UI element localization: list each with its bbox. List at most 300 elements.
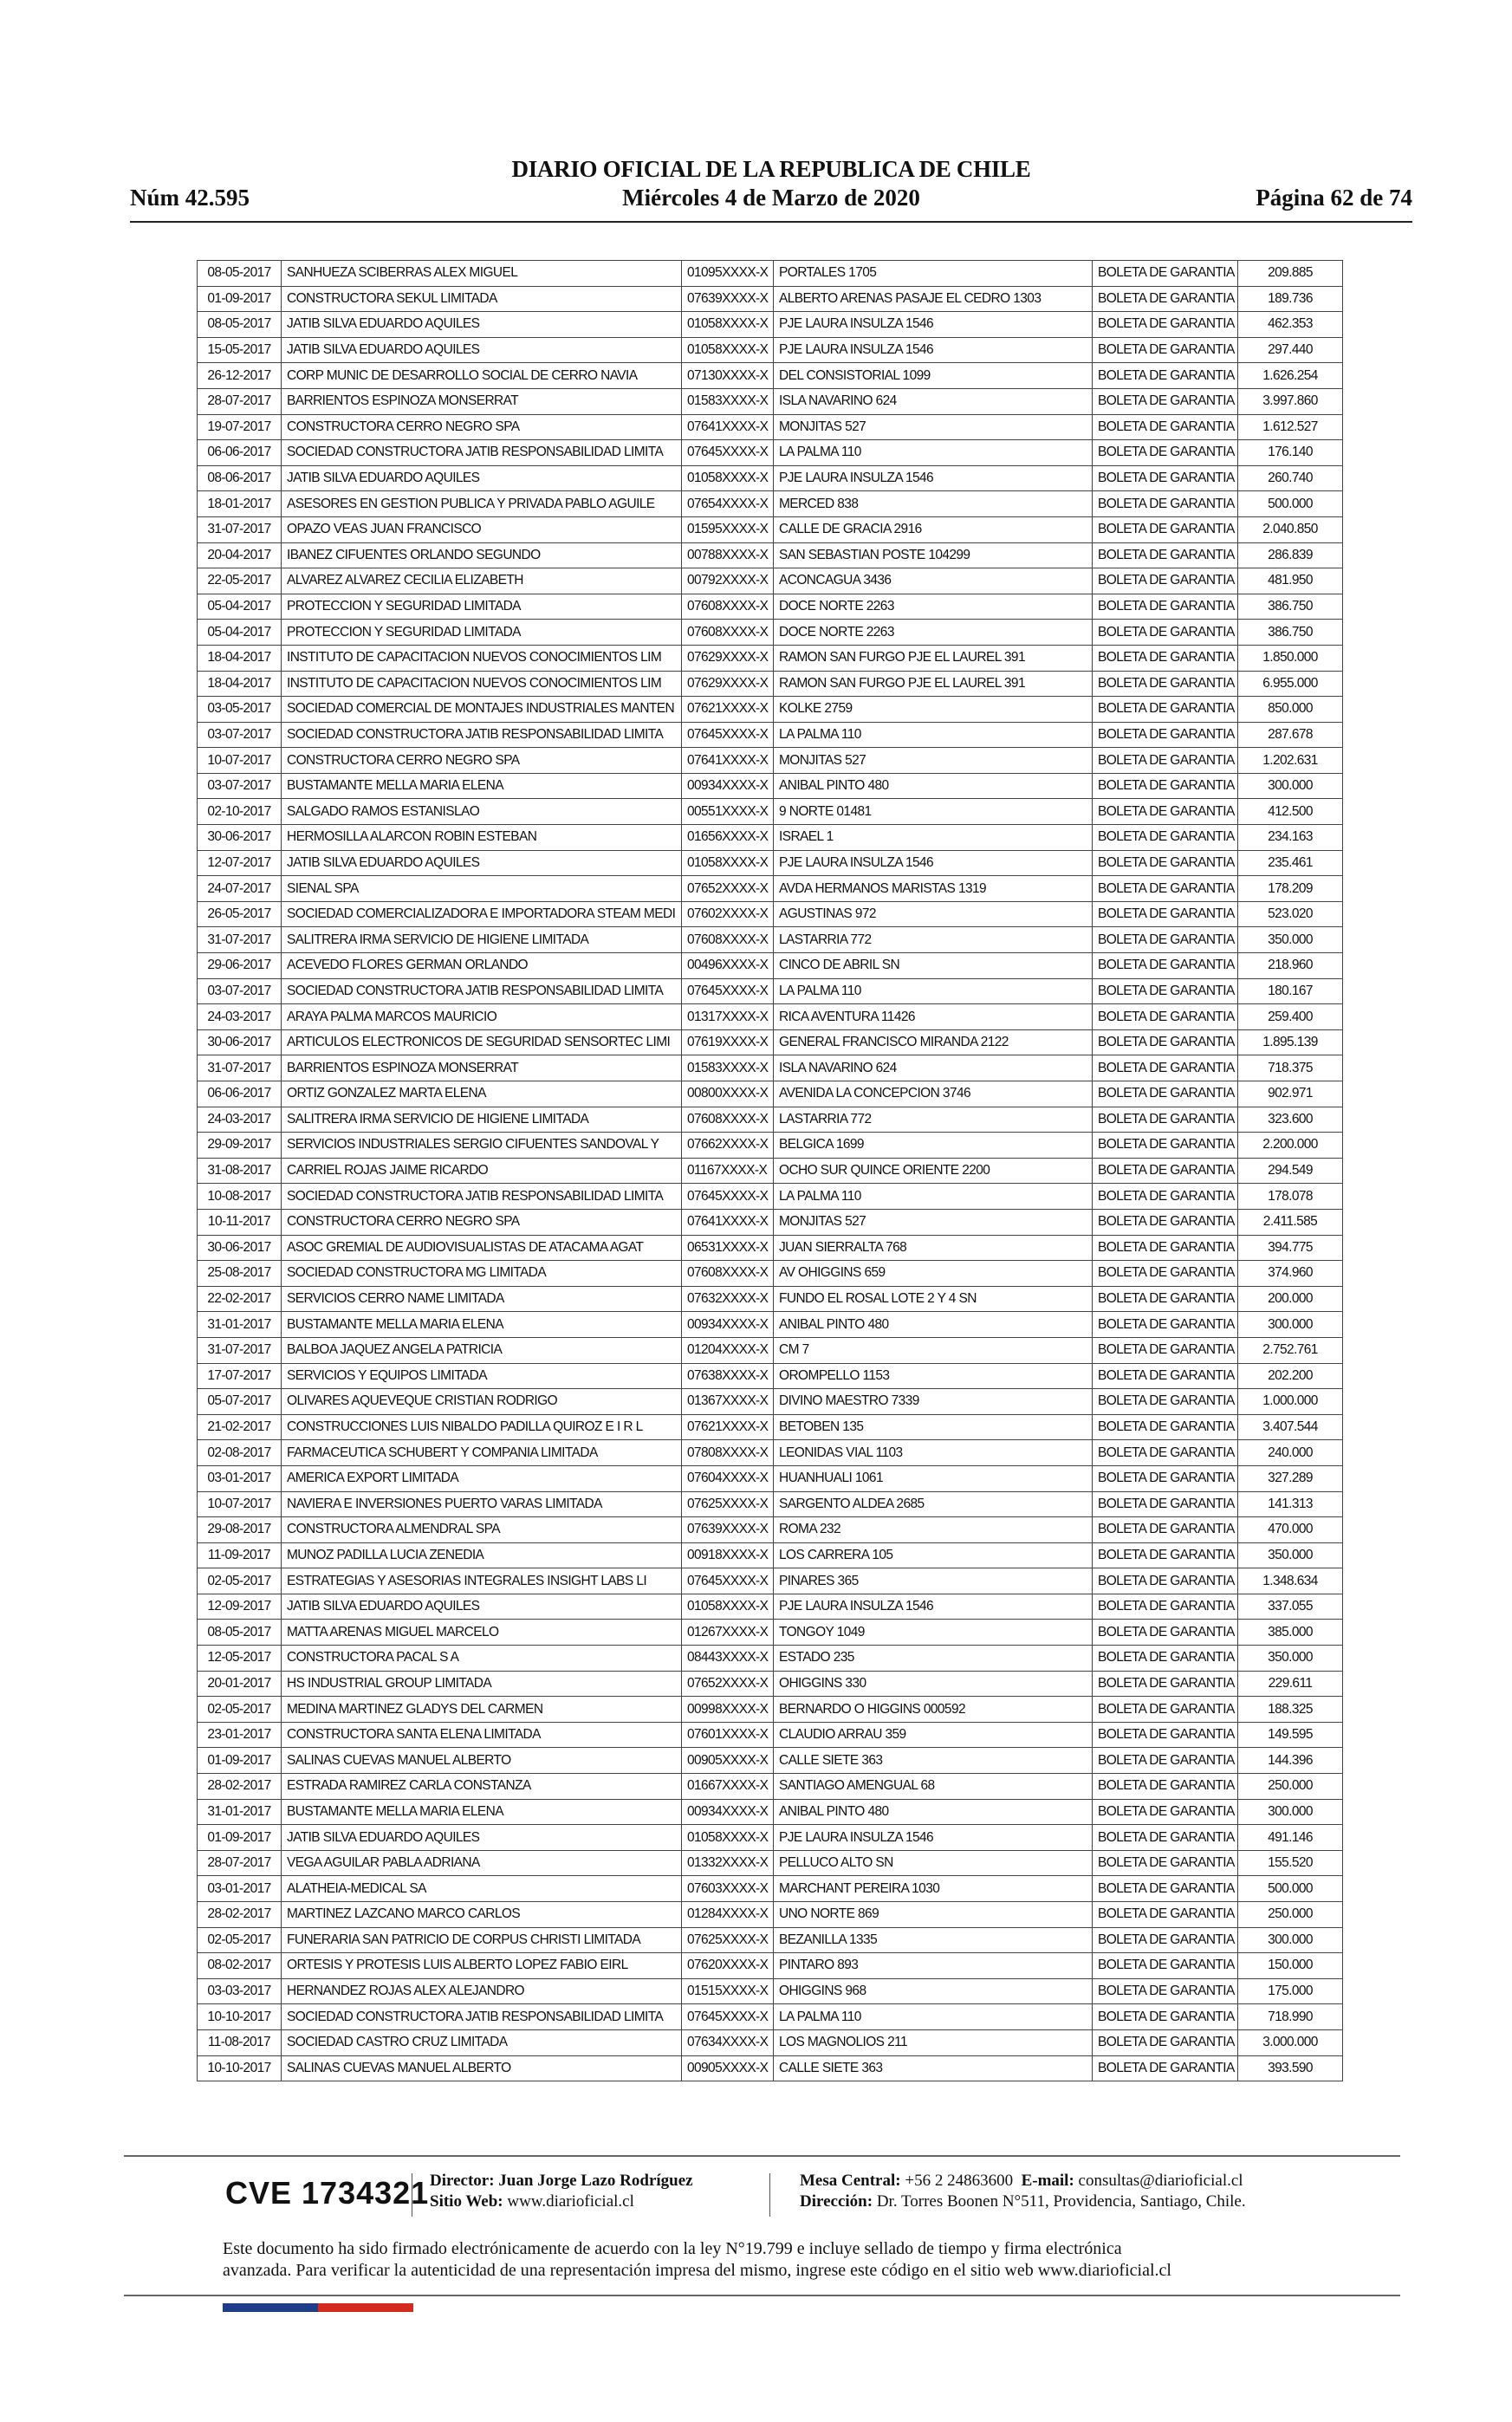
row-document-type: BOLETA DE GARANTIA: [1093, 1286, 1238, 1312]
row-address: ESTADO 235: [774, 1646, 1093, 1672]
row-address: OROMPELLO 1153: [774, 1363, 1093, 1389]
row-document-type: BOLETA DE GARANTIA: [1093, 1235, 1238, 1261]
row-date: 01-09-2017: [198, 1748, 282, 1774]
contact-block: [800, 2171, 1246, 2212]
row-date: 03-07-2017: [198, 978, 282, 1004]
row-amount: 350.000: [1238, 1542, 1343, 1568]
row-document-type: BOLETA DE GARANTIA: [1093, 1440, 1238, 1466]
row-document-type: BOLETA DE GARANTIA: [1093, 1671, 1238, 1697]
row-document-type: BOLETA DE GARANTIA: [1093, 1902, 1238, 1928]
row-document-type: BOLETA DE GARANTIA: [1093, 773, 1238, 799]
table-row: [198, 2004, 1343, 2030]
row-amount: 188.325: [1238, 1697, 1343, 1723]
row-name: JATIB SILVA EDUARDO AQUILES: [282, 850, 682, 876]
row-rut: 07645XXXX-X: [682, 440, 774, 466]
row-rut: 07602XXXX-X: [682, 901, 774, 927]
row-amount: 523.020: [1238, 901, 1343, 927]
row-name: ESTRADA RAMIREZ CARLA CONSTANZA: [282, 1774, 682, 1800]
row-name: CONSTRUCTORA CERRO NEGRO SPA: [282, 1209, 682, 1235]
row-name: JATIB SILVA EDUARDO AQUILES: [282, 465, 682, 491]
row-address: LA PALMA 110: [774, 978, 1093, 1004]
row-name: PROTECCION Y SEGURIDAD LIMITADA: [282, 620, 682, 646]
row-address: DIVINO MAESTRO 7339: [774, 1389, 1093, 1415]
row-amount: 218.960: [1238, 953, 1343, 979]
row-document-type: BOLETA DE GARANTIA: [1093, 516, 1238, 542]
row-rut: 01058XXXX-X: [682, 1825, 774, 1851]
row-date: 08-05-2017: [198, 1620, 282, 1646]
table-row: [198, 2055, 1343, 2081]
row-rut: 01284XXXX-X: [682, 1902, 774, 1928]
row-document-type: BOLETA DE GARANTIA: [1093, 337, 1238, 363]
row-address: SANTIAGO AMENGUAL 68: [774, 1774, 1093, 1800]
publication-title: DIARIO OFICIAL DE LA REPUBLICA DE CHILE: [511, 156, 1031, 182]
row-date: 28-07-2017: [198, 1850, 282, 1876]
table-row: [198, 697, 1343, 723]
row-document-type: BOLETA DE GARANTIA: [1093, 1004, 1238, 1030]
row-date: 20-04-2017: [198, 542, 282, 568]
row-rut: 07629XXXX-X: [682, 671, 774, 697]
row-name: PROTECCION Y SEGURIDAD LIMITADA: [282, 594, 682, 620]
row-name: MEDINA MARTINEZ GLADYS DEL CARMEN: [282, 1697, 682, 1723]
row-name: ORTESIS Y PROTESIS LUIS ALBERTO LOPEZ FABIO EIRL: [282, 1953, 682, 1979]
flag-red-segment: [318, 2303, 413, 2312]
row-address: AGUSTINAS 972: [774, 901, 1093, 927]
row-document-type: BOLETA DE GARANTIA: [1093, 440, 1238, 466]
row-name: SOCIEDAD CONSTRUCTORA JATIB RESPONSABILIDAD LIMITA: [282, 722, 682, 748]
page-number: Página 62 de 74: [1256, 185, 1412, 211]
row-rut: 07632XXXX-X: [682, 1286, 774, 1312]
header-divider: [130, 221, 1412, 223]
row-amount: 386.750: [1238, 594, 1343, 620]
row-address: RAMON SAN FURGO PJE EL LAUREL 391: [774, 645, 1093, 671]
row-name: NAVIERA E INVERSIONES PUERTO VARAS LIMITADA: [282, 1491, 682, 1517]
table-row: [198, 645, 1343, 671]
row-date: 30-06-2017: [198, 1029, 282, 1055]
row-document-type: BOLETA DE GARANTIA: [1093, 1107, 1238, 1133]
row-rut: 07608XXXX-X: [682, 1107, 774, 1133]
row-rut: 07645XXXX-X: [682, 1568, 774, 1594]
row-amount: 323.600: [1238, 1107, 1343, 1133]
row-amount: 2.040.850: [1238, 516, 1343, 542]
director-label: Director:: [430, 2172, 495, 2190]
table-row: [198, 388, 1343, 414]
row-amount: 189.736: [1238, 286, 1343, 312]
table-row: [198, 516, 1343, 542]
row-rut: 01058XXXX-X: [682, 850, 774, 876]
row-document-type: BOLETA DE GARANTIA: [1093, 465, 1238, 491]
table-row: [198, 1594, 1343, 1620]
publication-date: Miércoles 4 de Marzo de 2020: [622, 185, 920, 211]
row-address: ISLA NAVARINO 624: [774, 388, 1093, 414]
row-rut: 07645XXXX-X: [682, 722, 774, 748]
row-name: SOCIEDAD CONSTRUCTORA MG LIMITADA: [282, 1261, 682, 1287]
row-amount: 393.590: [1238, 2055, 1343, 2081]
row-document-type: BOLETA DE GARANTIA: [1093, 1876, 1238, 1902]
row-name: CONSTRUCTORA PACAL S A: [282, 1646, 682, 1672]
table-row: [198, 1876, 1343, 1902]
mesa-phone: +56 2 24863600: [905, 2172, 1014, 2190]
row-document-type: BOLETA DE GARANTIA: [1093, 722, 1238, 748]
row-amount: 412.500: [1238, 799, 1343, 825]
row-document-type: BOLETA DE GARANTIA: [1093, 1646, 1238, 1672]
row-date: 05-04-2017: [198, 594, 282, 620]
row-name: CARRIEL ROJAS JAIME RICARDO: [282, 1158, 682, 1184]
row-date: 28-07-2017: [198, 388, 282, 414]
row-rut: 00918XXXX-X: [682, 1542, 774, 1568]
row-rut: 01583XXXX-X: [682, 1055, 774, 1081]
row-amount: 300.000: [1238, 1312, 1343, 1338]
bottom-divider: [124, 2295, 1400, 2296]
row-rut: 07808XXXX-X: [682, 1440, 774, 1466]
table-row: [198, 1158, 1343, 1184]
row-date: 17-07-2017: [198, 1363, 282, 1389]
row-date: 21-02-2017: [198, 1414, 282, 1440]
table-row: [198, 1902, 1343, 1928]
row-rut: 01656XXXX-X: [682, 825, 774, 851]
table-row: [198, 1389, 1343, 1415]
footer-divider: [124, 2155, 1400, 2157]
row-date: 10-11-2017: [198, 1209, 282, 1235]
row-address: LA PALMA 110: [774, 2004, 1093, 2030]
row-document-type: BOLETA DE GARANTIA: [1093, 697, 1238, 723]
row-address: FUNDO EL ROSAL LOTE 2 Y 4 SN: [774, 1286, 1093, 1312]
row-address: LASTARRIA 772: [774, 1107, 1093, 1133]
row-name: ASESORES EN GESTION PUBLICA Y PRIVADA PABLO AGUILE: [282, 491, 682, 517]
row-document-type: BOLETA DE GARANTIA: [1093, 748, 1238, 774]
row-amount: 2.200.000: [1238, 1133, 1343, 1159]
row-name: OPAZO VEAS JUAN FRANCISCO: [282, 516, 682, 542]
row-name: JATIB SILVA EDUARDO AQUILES: [282, 337, 682, 363]
row-document-type: BOLETA DE GARANTIA: [1093, 2055, 1238, 2081]
row-amount: 144.396: [1238, 1748, 1343, 1774]
row-address: SAN SEBASTIAN POSTE 104299: [774, 542, 1093, 568]
legal-notice: [223, 2238, 1297, 2282]
row-date: 10-10-2017: [198, 2055, 282, 2081]
row-document-type: BOLETA DE GARANTIA: [1093, 1722, 1238, 1748]
row-name: INSTITUTO DE CAPACITACION NUEVOS CONOCIMIENTOS LIM: [282, 645, 682, 671]
row-rut: 01332XXXX-X: [682, 1850, 774, 1876]
row-rut: 07639XXXX-X: [682, 1517, 774, 1543]
row-amount: 850.000: [1238, 697, 1343, 723]
row-rut: 01058XXXX-X: [682, 312, 774, 338]
row-rut: 00934XXXX-X: [682, 1312, 774, 1338]
row-rut: 07634XXXX-X: [682, 2029, 774, 2055]
row-date: 03-07-2017: [198, 722, 282, 748]
row-date: 15-05-2017: [198, 337, 282, 363]
row-date: 30-06-2017: [198, 825, 282, 851]
row-address: AV OHIGGINS 659: [774, 1261, 1093, 1287]
row-document-type: BOLETA DE GARANTIA: [1093, 1312, 1238, 1338]
row-amount: 149.595: [1238, 1722, 1343, 1748]
row-date: 01-09-2017: [198, 1825, 282, 1851]
row-address: OCHO SUR QUINCE ORIENTE 2200: [774, 1158, 1093, 1184]
row-document-type: BOLETA DE GARANTIA: [1093, 927, 1238, 953]
row-amount: 1.850.000: [1238, 645, 1343, 671]
row-rut: 01167XXXX-X: [682, 1158, 774, 1184]
row-address: PJE LAURA INSULZA 1546: [774, 1825, 1093, 1851]
row-document-type: BOLETA DE GARANTIA: [1093, 568, 1238, 594]
table-row: [198, 414, 1343, 440]
row-name: BUSTAMANTE MELLA MARIA ELENA: [282, 773, 682, 799]
row-address: LA PALMA 110: [774, 440, 1093, 466]
row-date: 18-01-2017: [198, 491, 282, 517]
row-document-type: BOLETA DE GARANTIA: [1093, 1184, 1238, 1210]
row-date: 31-07-2017: [198, 927, 282, 953]
row-name: SOCIEDAD COMERCIALIZADORA E IMPORTADORA STEAM MEDI: [282, 901, 682, 927]
row-amount: 386.750: [1238, 620, 1343, 646]
row-name: SALITRERA IRMA SERVICIO DE HIGIENE LIMITADA: [282, 927, 682, 953]
row-address: DOCE NORTE 2263: [774, 620, 1093, 646]
row-rut: 01095XXXX-X: [682, 261, 774, 287]
row-document-type: BOLETA DE GARANTIA: [1093, 1055, 1238, 1081]
row-date: 31-07-2017: [198, 516, 282, 542]
row-amount: 2.752.761: [1238, 1337, 1343, 1363]
email-label: E-mail:: [1021, 2172, 1074, 2190]
row-date: 28-02-2017: [198, 1774, 282, 1800]
row-amount: 240.000: [1238, 1440, 1343, 1466]
row-name: HERNANDEZ ROJAS ALEX ALEJANDRO: [282, 1978, 682, 2004]
row-date: 08-06-2017: [198, 465, 282, 491]
row-date: 03-03-2017: [198, 1978, 282, 2004]
row-name: BUSTAMANTE MELLA MARIA ELENA: [282, 1799, 682, 1825]
row-rut: 07608XXXX-X: [682, 594, 774, 620]
row-name: FUNERARIA SAN PATRICIO DE CORPUS CHRISTI LIMITADA: [282, 1927, 682, 1953]
row-document-type: BOLETA DE GARANTIA: [1093, 1774, 1238, 1800]
cve-code: CVE 1734321: [225, 2175, 430, 2211]
contact-line: [800, 2171, 1246, 2191]
row-date: 20-01-2017: [198, 1671, 282, 1697]
table-row: [198, 1440, 1343, 1466]
row-name: ACEVEDO FLORES GERMAN ORLANDO: [282, 953, 682, 979]
row-date: 31-01-2017: [198, 1799, 282, 1825]
row-amount: 141.313: [1238, 1491, 1343, 1517]
row-amount: 470.000: [1238, 1517, 1343, 1543]
table-row: [198, 1081, 1343, 1107]
row-amount: 250.000: [1238, 1774, 1343, 1800]
row-address: PJE LAURA INSULZA 1546: [774, 1594, 1093, 1620]
table-row: [198, 722, 1343, 748]
row-document-type: BOLETA DE GARANTIA: [1093, 1389, 1238, 1415]
row-name: CORP MUNIC DE DESARROLLO SOCIAL DE CERRO NAVIA: [282, 363, 682, 389]
row-amount: 259.400: [1238, 1004, 1343, 1030]
row-document-type: BOLETA DE GARANTIA: [1093, 1261, 1238, 1287]
row-document-type: BOLETA DE GARANTIA: [1093, 1568, 1238, 1594]
row-document-type: BOLETA DE GARANTIA: [1093, 671, 1238, 697]
row-amount: 3.997.860: [1238, 388, 1343, 414]
row-address: LA PALMA 110: [774, 1184, 1093, 1210]
table-row: [198, 1850, 1343, 1876]
row-date: 03-07-2017: [198, 773, 282, 799]
row-name: SERVICIOS CERRO NAME LIMITADA: [282, 1286, 682, 1312]
row-name: MARTINEZ LAZCANO MARCO CARLOS: [282, 1902, 682, 1928]
row-amount: 350.000: [1238, 927, 1343, 953]
table-row: [198, 1029, 1343, 1055]
row-amount: 260.740: [1238, 465, 1343, 491]
table-row: [198, 748, 1343, 774]
row-rut: 07625XXXX-X: [682, 1927, 774, 1953]
row-name: SOCIEDAD CONSTRUCTORA JATIB RESPONSABILIDAD LIMITA: [282, 440, 682, 466]
row-rut: 07608XXXX-X: [682, 927, 774, 953]
row-name: SALINAS CUEVAS MANUEL ALBERTO: [282, 1748, 682, 1774]
row-document-type: BOLETA DE GARANTIA: [1093, 286, 1238, 312]
row-date: 31-07-2017: [198, 1055, 282, 1081]
row-document-type: BOLETA DE GARANTIA: [1093, 825, 1238, 851]
row-address: MARCHANT PEREIRA 1030: [774, 1876, 1093, 1902]
row-address: LA PALMA 110: [774, 722, 1093, 748]
row-address: OHIGGINS 330: [774, 1671, 1093, 1697]
row-name: ARTICULOS ELECTRONICOS DE SEGURIDAD SENSORTEC LIMI: [282, 1029, 682, 1055]
row-amount: 178.209: [1238, 876, 1343, 902]
row-address: MONJITAS 527: [774, 414, 1093, 440]
row-address: UNO NORTE 869: [774, 1902, 1093, 1928]
table-row: [198, 1133, 1343, 1159]
row-name: HERMOSILLA ALARCON ROBIN ESTEBAN: [282, 825, 682, 851]
row-amount: 1.895.139: [1238, 1029, 1343, 1055]
row-address: ISLA NAVARINO 624: [774, 1055, 1093, 1081]
row-address: ALBERTO ARENAS PASAJE EL CEDRO 1303: [774, 286, 1093, 312]
row-amount: 180.167: [1238, 978, 1343, 1004]
row-amount: 2.411.585: [1238, 1209, 1343, 1235]
row-amount: 374.960: [1238, 1261, 1343, 1287]
row-name: SALINAS CUEVAS MANUEL ALBERTO: [282, 2055, 682, 2081]
row-amount: 300.000: [1238, 1799, 1343, 1825]
table-row: [198, 594, 1343, 620]
row-rut: 01583XXXX-X: [682, 388, 774, 414]
table-row: [198, 337, 1343, 363]
row-rut: 01058XXXX-X: [682, 465, 774, 491]
row-amount: 250.000: [1238, 1902, 1343, 1928]
row-rut: 01058XXXX-X: [682, 1594, 774, 1620]
email-link[interactable]: consultas@diarioficial.cl: [1078, 2172, 1243, 2190]
row-amount: 300.000: [1238, 1927, 1343, 1953]
row-amount: 1.612.527: [1238, 414, 1343, 440]
legal-line-2: avanzada. Para verificar la autenticidad de una representación impresa del mismo, ingrese este código en el sitio web www.diarioficial.cl: [223, 2261, 1171, 2280]
table-row: [198, 1697, 1343, 1723]
director-name: Juan Jorge Lazo Rodríguez: [498, 2172, 693, 2190]
table-row: [198, 1055, 1343, 1081]
row-document-type: BOLETA DE GARANTIA: [1093, 799, 1238, 825]
issue-number: Núm 42.595: [130, 185, 250, 211]
row-address: RAMON SAN FURGO PJE EL LAUREL 391: [774, 671, 1093, 697]
header-center: [130, 156, 1412, 211]
row-rut: 00551XXXX-X: [682, 799, 774, 825]
row-name: ALVAREZ ALVAREZ CECILIA ELIZABETH: [282, 568, 682, 594]
table-row: [198, 953, 1343, 979]
row-rut: 07645XXXX-X: [682, 2004, 774, 2030]
row-date: 26-05-2017: [198, 901, 282, 927]
row-amount: 176.140: [1238, 440, 1343, 466]
table-row: [198, 568, 1343, 594]
row-name: SALITRERA IRMA SERVICIO DE HIGIENE LIMITADA: [282, 1107, 682, 1133]
row-name: CONSTRUCTORA CERRO NEGRO SPA: [282, 748, 682, 774]
table-row: [198, 1261, 1343, 1287]
website-link[interactable]: www.diarioficial.cl: [507, 2192, 634, 2211]
row-address: PJE LAURA INSULZA 1546: [774, 312, 1093, 338]
row-address: TONGOY 1049: [774, 1620, 1093, 1646]
row-address: AVENIDA LA CONCEPCION 3746: [774, 1081, 1093, 1107]
row-document-type: BOLETA DE GARANTIA: [1093, 1799, 1238, 1825]
row-address: 9 NORTE 01481: [774, 799, 1093, 825]
row-address: ANIBAL PINTO 480: [774, 773, 1093, 799]
row-document-type: BOLETA DE GARANTIA: [1093, 1620, 1238, 1646]
row-document-type: BOLETA DE GARANTIA: [1093, 1953, 1238, 1979]
row-date: 12-09-2017: [198, 1594, 282, 1620]
row-amount: 229.611: [1238, 1671, 1343, 1697]
table-row: [198, 1363, 1343, 1389]
row-amount: 394.775: [1238, 1235, 1343, 1261]
table-row: [198, 1107, 1343, 1133]
row-address: DOCE NORTE 2263: [774, 594, 1093, 620]
row-address: AVDA HERMANOS MARISTAS 1319: [774, 876, 1093, 902]
row-address: MONJITAS 527: [774, 748, 1093, 774]
row-address: BELGICA 1699: [774, 1133, 1093, 1159]
row-name: BUSTAMANTE MELLA MARIA ELENA: [282, 1312, 682, 1338]
row-date: 28-02-2017: [198, 1902, 282, 1928]
row-name: HS INDUSTRIAL GROUP LIMITADA: [282, 1671, 682, 1697]
row-amount: 287.678: [1238, 722, 1343, 748]
table-row: [198, 1799, 1343, 1825]
row-name: INSTITUTO DE CAPACITACION NUEVOS CONOCIMIENTOS LIM: [282, 671, 682, 697]
row-address: RICA AVENTURA 11426: [774, 1004, 1093, 1030]
row-date: 30-06-2017: [198, 1235, 282, 1261]
row-amount: 202.200: [1238, 1363, 1343, 1389]
row-amount: 209.885: [1238, 261, 1343, 287]
page-header: [130, 156, 1412, 217]
table-body: [198, 261, 1343, 2081]
table-row: [198, 465, 1343, 491]
guarantee-table: [197, 260, 1343, 2081]
row-address: MERCED 838: [774, 491, 1093, 517]
row-rut: 07603XXXX-X: [682, 1876, 774, 1902]
row-rut: 01267XXXX-X: [682, 1620, 774, 1646]
row-document-type: BOLETA DE GARANTIA: [1093, 850, 1238, 876]
row-amount: 286.839: [1238, 542, 1343, 568]
row-address: CLAUDIO ARRAU 359: [774, 1722, 1093, 1748]
row-name: SANHUEZA SCIBERRAS ALEX MIGUEL: [282, 261, 682, 287]
row-document-type: BOLETA DE GARANTIA: [1093, 261, 1238, 287]
row-name: CONSTRUCTORA SANTA ELENA LIMITADA: [282, 1722, 682, 1748]
row-rut: 06531XXXX-X: [682, 1235, 774, 1261]
row-address: ANIBAL PINTO 480: [774, 1312, 1093, 1338]
row-rut: 00788XXXX-X: [682, 542, 774, 568]
row-rut: 07625XXXX-X: [682, 1491, 774, 1517]
row-address: LOS CARRERA 105: [774, 1542, 1093, 1568]
row-amount: 1.626.254: [1238, 363, 1343, 389]
table-row: [198, 799, 1343, 825]
row-date: 31-08-2017: [198, 1158, 282, 1184]
row-document-type: BOLETA DE GARANTIA: [1093, 594, 1238, 620]
row-amount: 350.000: [1238, 1646, 1343, 1672]
row-address: HUANHUALI 1061: [774, 1465, 1093, 1491]
row-name: BALBOA JAQUEZ ANGELA PATRICIA: [282, 1337, 682, 1363]
row-date: 29-08-2017: [198, 1517, 282, 1543]
row-rut: 07619XXXX-X: [682, 1029, 774, 1055]
row-address: LEONIDAS VIAL 1103: [774, 1440, 1093, 1466]
row-rut: 00998XXXX-X: [682, 1697, 774, 1723]
row-amount: 902.971: [1238, 1081, 1343, 1107]
table-row: [198, 1927, 1343, 1953]
row-document-type: BOLETA DE GARANTIA: [1093, 1363, 1238, 1389]
row-address: ACONCAGUA 3436: [774, 568, 1093, 594]
row-date: 22-05-2017: [198, 568, 282, 594]
row-date: 08-05-2017: [198, 261, 282, 287]
table-row: [198, 1825, 1343, 1851]
row-amount: 491.146: [1238, 1825, 1343, 1851]
row-date: 12-05-2017: [198, 1646, 282, 1672]
row-rut: 01515XXXX-X: [682, 1978, 774, 2004]
row-name: AMERICA EXPORT LIMITADA: [282, 1465, 682, 1491]
row-name: MUNOZ PADILLA LUCIA ZENEDIA: [282, 1542, 682, 1568]
